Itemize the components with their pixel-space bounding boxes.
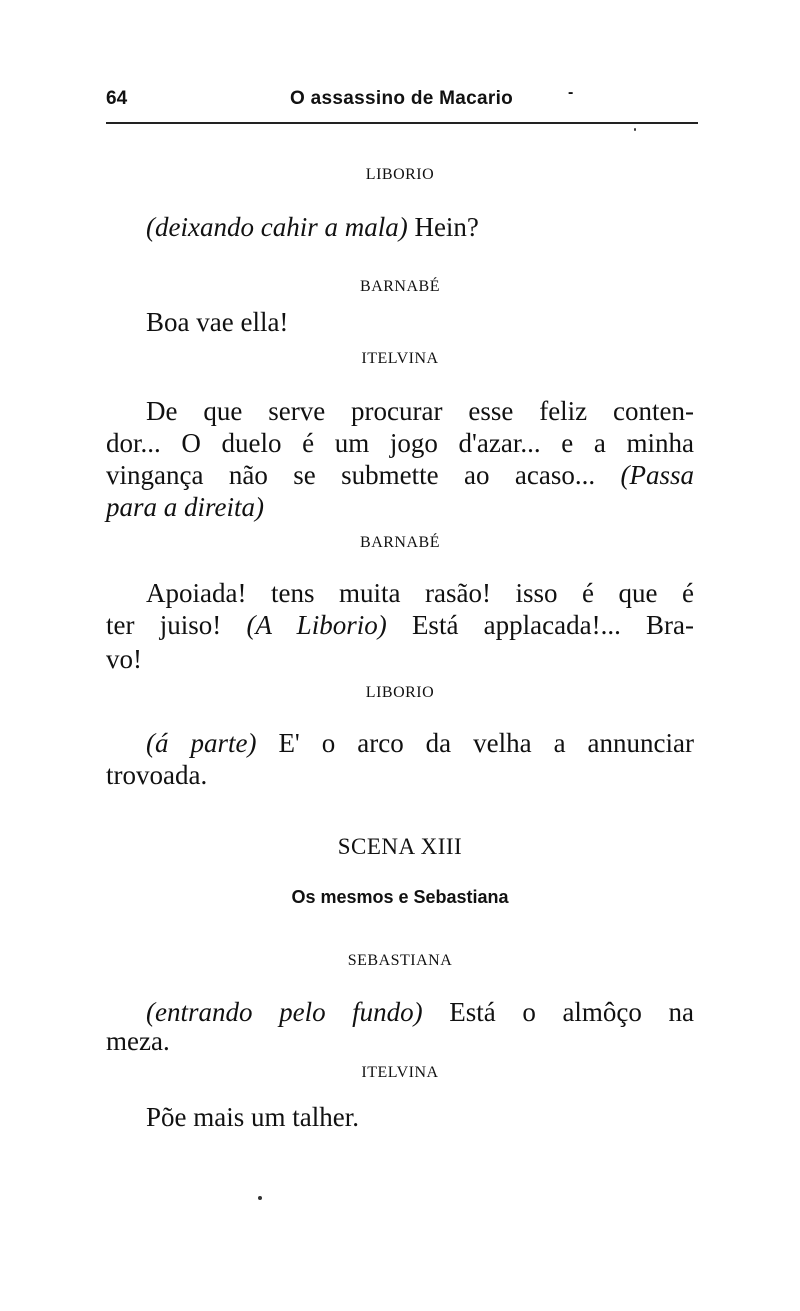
stage-direction: (Passa (620, 460, 694, 490)
dialogue-text: vingança não se submette ao acaso... (106, 460, 596, 490)
dialogue-line (106, 460, 694, 491)
dialogue-text: Hein? (414, 212, 479, 242)
stage-direction: (entrando pelo fundo) (146, 997, 423, 1027)
speaker-name: SEBASTIANA (347, 952, 453, 969)
running-title: O assassino de Macario (290, 88, 514, 109)
dialogue-line: vo! (106, 644, 142, 674)
speaker-name: BARNABÉ (360, 278, 440, 295)
dialogue-line (106, 610, 694, 641)
dialogue-line (146, 728, 694, 759)
header-rule (106, 122, 698, 124)
dialogue-line: dor... O duelo é um jogo d'azar... e a minha (106, 428, 694, 458)
dialogue-text: Está applacada!... Bra- (411, 610, 695, 640)
speaker-name: LIBORIO (365, 684, 435, 701)
scene-subtitle: Os mesmos e Sebastiana (291, 887, 509, 907)
dialogue-line (106, 492, 264, 523)
dialogue-line (146, 997, 694, 1028)
scan-speck (634, 128, 636, 131)
page-header (106, 84, 698, 114)
speaker-name: ITELVINA (361, 1064, 439, 1081)
stage-direction: (á parte) (146, 728, 257, 758)
dialogue-text: ter juiso! (106, 610, 222, 640)
page-number: 64 (106, 88, 128, 109)
header-mark: - (568, 84, 574, 101)
stage-direction: (deixando cahir a mala) (146, 212, 408, 242)
speaker-name: ITELVINA (361, 350, 439, 367)
dialogue-line: Apoiada! tens muita rasão! isso é que é (146, 578, 694, 608)
dialogue-line: Põe mais um talher. (146, 1102, 359, 1132)
stage-direction: para a direita) (106, 492, 264, 522)
dialogue-line (146, 212, 479, 243)
stage-direction: (A Liborio) (246, 610, 387, 640)
speaker-name: BARNABÉ (360, 534, 440, 551)
dialogue-text: E' o arco da velha a annunciar (278, 728, 694, 758)
scan-speck (258, 1196, 262, 1200)
speaker-name: LIBORIO (365, 166, 435, 183)
dialogue-line: Boa vae ella! (146, 307, 289, 337)
dialogue-text: Está o almôço na (449, 997, 694, 1027)
dialogue-line: trovoada. (106, 760, 208, 790)
scene-title: SCENA XIII (337, 834, 463, 859)
dialogue-line: meza. (106, 1026, 170, 1056)
dialogue-line: De que serve procurar esse feliz conten- (146, 396, 694, 426)
